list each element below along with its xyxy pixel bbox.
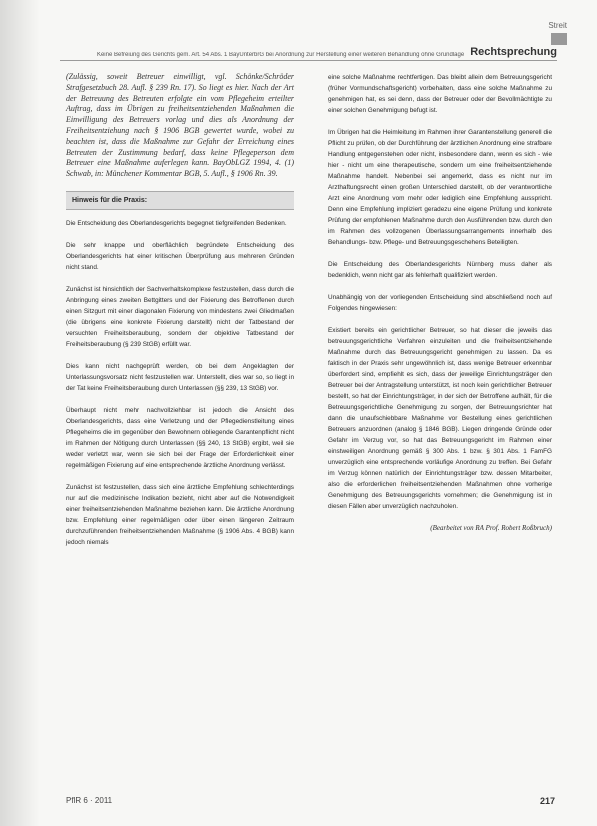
journal-name: PflR [66, 796, 82, 805]
author-credit: (Bearbeitet von RA Prof. Robert Roßbruch) [430, 524, 552, 532]
intro-citation: (Zulässig, soweit Betreuer einwilligt, vgl. Schönke/Schröder Strafgesetzbuch 28. Aufl. § 239 Rn. 17). So liegt es hier. Nach der Art der Betreuung des Betreuten erfolgte ein vom Pflegeheim erteilter Auftrag, dass im Übrigen zu freiheitsentziehenden Maßnahmen die Einwilligung des Betreuers vorlag und dies als Anordnung der Freiheitsentziehung nach § 1906 BGB gewertet wurde, wobei zu beachten ist, dass die Maßnahme zur Gefahr der Erreichung eines Betreuten der Zustimmung bedarf, dass keine Pflegeperson dem Betreuer eine Maßnahme auferlegen kann. BayObLGZ 1994, 4. (1) Schwab, in: Münchener Kommentar BGB, 5. Aufl., § 1906 Rn. 39. [66, 72, 294, 179]
header-section-title: Rechtsprechung [470, 46, 557, 58]
paragraph: Die Entscheidung des Oberlandesgerichts begegnet tiefgreifenden Bedenken. [66, 219, 287, 227]
paragraph: Unabhängig von der vorliegenden Entscheidung sind abschließend noch auf Folgendes hingewiesen: [328, 294, 552, 312]
paragraph: Überhaupt nicht mehr nachvollziehbar ist jedoch die Ansicht des Oberlandesgerichts, dass eine Verletzung und der Pflegedienstleitung eines Pflegeheims die im gegenüber den Bewohnern obliegende Garantenpflicht nicht im Rahmen der Nötigung durch Unterlassen (§§ 240, 13 StGB) ergibt, weil sie weder verletzt war, wenn sie sich bei der Frage der Erforderlichkeit einer regelmäßigen Fixierung auf eine entsprechende ärztliche Anordnung verlässt. [66, 406, 294, 469]
journal-issue: 6 · 2011 [83, 796, 113, 805]
paragraph: Zunächst ist festzustellen, dass sich eine ärztliche Empfehlung schlechterdings nur auf die medizinische Indikation bezieht, nicht aber auf die Notwendigkeit einer freiheitsentziehenden Maßnahme beziehen kann. Die ärztliche Anordnung bzw. Empfehlung einer regelmäßigen oder über einen längeren Zeitraum durchzuführenden freiheitsentziehenden Maßnahme (§ 1906 Abs. 4 BGB) kann jedoch niemals [66, 483, 294, 546]
header-subtitle: Keine Befreiung des Gerichts gem. Art. 54 Abs. 1 BayUnterbrG bei Anordnung zur Herstellung einer weiteren Behandlung ohne Grundlage [96, 52, 465, 58]
right-column [328, 72, 552, 534]
paragraph: eine solche Maßnahme rechtfertigen. Das bleibt allein dem Betreuungsgericht (früher Vormundschaftsgericht) vorbehalten, dass eine solche Maßnahme zu genehmigen hat, es sei denn, dass der Betreuer oder der Bevollmächtigte zu einer solchen Genehmigung befugt ist. [328, 74, 552, 114]
paragraph: Die sehr knappe und oberflächlich begründete Entscheidung des Oberlandesgerichts hat einer kritischen Überprüfung aus mehreren Gründen nicht stand. [66, 241, 294, 271]
footer-journal [66, 796, 112, 806]
scan-shadow [0, 0, 40, 826]
paragraph: Existiert bereits ein gerichtlicher Betreuer, so hat dieser die jeweils das betreuungsgerichtliche Verfahren einzuleiten und die freiheitsentziehende Maßnahme durch das Betreuungsgericht genehmigen zu lassen. Da es faktisch in der Praxis sehr ungewöhnlich ist, dass wenige Betreuer erkennbar überfordert sind, empfiehlt es sich, dass der jeweilige Einrichtungsträger den Betreuer bei der Antragstellung unterstützt, ist noch kein gerichtlicher Betreuer bestellt, so hat der Einrichtungsträger, in der sich der Betroffene aufhält, für die Betreuungsgerichtliche Genehmigung zu sorgen, der Betreuungsrichter hat dann die unaufschiebbare Maßnahme vor Bestellung eines gerichtlichen Betreuers anzuordnen (analog § 1846 BGB). Liegen dringende Gründe oder Gefahr im Verzug vor, so hat das Betreuungsgericht im Rahmen einer einstweiligen Anordnung gemäß § 300 Abs. 1 bzw. § 301 Abs. 1 FamFG unverzüglich eine entsprechende vorläufige Anordnung zu treffen. Bei Gefahr im Verzug können natürlich der Einrichtungsträger bzw. dessen Mitarbeiter, also die erforderlichen freiheitsentziehenden Maßnahmen ohne vorherige Genehmigung des Betreuungsgerichts vornehmen; die Genehmigung ist in diesen Fällen aber unverzüglich nachzuholen. [328, 327, 552, 510]
running-header [60, 38, 557, 61]
paragraph: Die Entscheidung des Oberlandesgerichts Nürnberg muss daher als bedenklich, wenn nicht gar als fehlerhaft qualifiziert werden. [328, 261, 552, 279]
section-tag: Streit [548, 21, 567, 30]
paragraph: Dies kann nicht nachgeprüft werden, ob bei dem Angeklagten der Unterlassungsvorsatz nicht festzustellen war. Unterstellt, dies war so, so liegt in der Tat keine Freiheitsberaubung durch Unterlassen (§§ 239, 13 StGB) vor. [66, 362, 294, 392]
page-number: 217 [539, 796, 555, 806]
left-column [66, 72, 294, 559]
page-footer [66, 796, 555, 806]
practice-note [66, 191, 294, 210]
paragraph: Im Übrigen hat die Heimleitung im Rahmen ihrer Garantenstellung generell die Pflicht zu prüfen, ob der Durchführung der ärztlichen Anordnung eine strafbare Handlung entgegenstehen oder nicht, insbesondere dann, wenn es sich - wie hier - nicht um eine therapeutische, sondern um eine freiheitsentziehende Maßnahme handelt. Nebenbei sei angemerkt, dass es nicht nur im Arzthaftungsrecht einen großen Unterschied darstellt, ob der verantwortliche Arzt eine Anordnung vom mehr oder lediglich eine Empfehlung ausspricht. Denn eine Empfehlung impliziert geradezu eine eigene Prüfung und konkrete Prüfung der empfohlenen Maßnahme durch den Ausführenden bzw. durch den im Rahmen des vollzogenen Überlassungsarrangements innerhalb des Behandlungs- bzw. Pflege- und Betreuungsgeschehens Beteiligten. [328, 129, 552, 246]
paragraph: Zunächst ist hinsichtlich der Sachverhaltskomplexe festzustellen, dass durch die Anbringung eines zweiten Bettgitters und der Fixierung des Betroffenen durch einen Sitzgurt mit einer diagonalen Fixierung von mindestens zwei Gliedmaßen (die übrigens eine konkrete Fixierung darstellt) nicht der Tatbestand der versuchten Freiheitsberaubung, sondern der objektive Tatbestand der Freiheitsberaubung (§ 239 StGB) erfüllt war. [66, 285, 294, 348]
practice-note-heading: Hinweis für die Praxis: [72, 196, 148, 204]
